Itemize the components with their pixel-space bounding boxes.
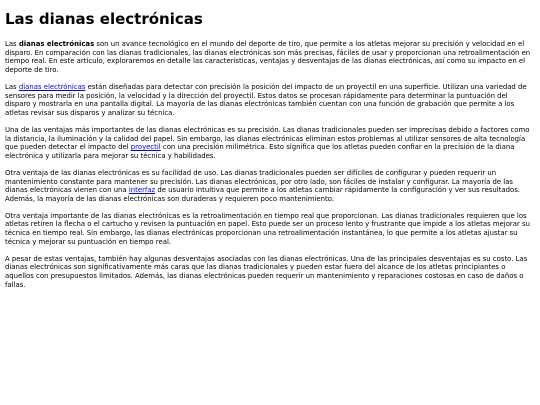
- paragraph-precision-pre: Una de las ventajas más importantes de las dianas electrónicas es su precisión. Las dianas tradicionales pueden ser imprecisas debido a factores como la distancia, la iluminación y la calidad del papel. Sin embargo, las dianas electrónicas eliminan estos problemas al utilizar sensores de alta tecnología que pueden detectar el impacto del: [5, 125, 530, 152]
- page-title: Las dianas electrónicas: [5, 10, 203, 28]
- paragraph-intro-post: son un avance tecnológico en el mundo del deporte de tiro, que permite a los atletas mejorar su precisión y velocidad en el disparo. En comparación con las dianas tradicionales, las dianas electrónicas son más precisas, fáciles de usar y proporcionan una retroalimentación en tiempo real. En este artículo, exploraremos en detalle las características, ventajas y desventajas de las dianas electrónicas, así como su impacto en el deporte de tiro.: [5, 40, 531, 74]
- paragraph-intro: [5, 40, 535, 74]
- paragraph-intro-pre: Las: [5, 40, 19, 48]
- paragraph-design: [5, 83, 535, 117]
- paragraph-ease-post: de usuario intuitiva que permite a los atletas cambiar rápidamente la configuración y ver sus resultados. Además, la mayoría de las dianas electrónicas son duraderas y requieren poco mantenimiento.: [5, 186, 520, 203]
- paragraph-feedback: Otra ventaja importante de las dianas electrónicas es la retroalimentación en tiempo real que proporcionan. Las dianas tradicionales requieren que los atletas retiren la flecha o el cartucho y revisen la puntuación en papel. Esto puede ser un proceso lento y frustrante que impide a los atletas mejorar su técnica en tiempo real. Sin embargo, las dianas electrónicas proporcionan una retroalimentación instantánea, lo que permite a los atletas ajustar su técnica y mejorar su puntuación en tiempo real.: [5, 211, 530, 246]
- paragraph-ease-of-use: [5, 169, 535, 203]
- paragraph-precision-post: con una precisión milimétrica. Esto significa que los atletas pueden confiar en la precisión de la diana electrónica y utilizarla para mejorar su técnica y habilidades.: [5, 143, 515, 160]
- paragraph-disadvantages: A pesar de estas ventajas, también hay algunas desventajas asociadas con las dianas electrónicas. Una de las principales desventajas es su costo. Las dianas electrónicas son significativamente más caras que las dianas tradicionales y pueden estar fuera del alcance de los atletas principiantes o aquellos con presupuestos limitados. Además, las dianas electrónicas pueden requerir un mantenimiento y reparaciones costosas en caso de daños o fallas.: [5, 254, 528, 289]
- link-dianas-electronicas[interactable]: dianas electrónicas: [18, 82, 86, 91]
- paragraph-design-pre: Las: [5, 82, 19, 91]
- link-interfaz[interactable]: interfaz: [128, 186, 156, 195]
- paragraph-precision: [5, 126, 535, 160]
- link-proyectil[interactable]: proyectil: [130, 143, 161, 152]
- bold-term: dianas electrónicas: [18, 40, 95, 48]
- paragraph-design-post: están diseñadas para detectar con precisión la posición del impacto de un proyectil en una superficie. Utilizan una variedad de sensores para medir la posición, la velocidad y la dirección del proyectil. Estos datos se procesan rápidamente para determinar la puntuación del disparo y mostrarla en una pantalla digital. La mayoría de las dianas electrónicas también cuentan con una función de grabación que permite a los atletas revisar sus disparos y analizar su técnica.: [5, 82, 527, 117]
- paragraph-ease-pre: Otra ventaja de las dianas electrónicas es su facilidad de uso. Las dianas tradicionales pueden ser difíciles de configurar y pueden requerir un mantenimiento constante para mantener su precisión. Las dianas electrónicas, por otro lado, son fáciles de instalar y configurar. La mayoría de las dianas electrónicas vienen con una: [5, 168, 514, 195]
